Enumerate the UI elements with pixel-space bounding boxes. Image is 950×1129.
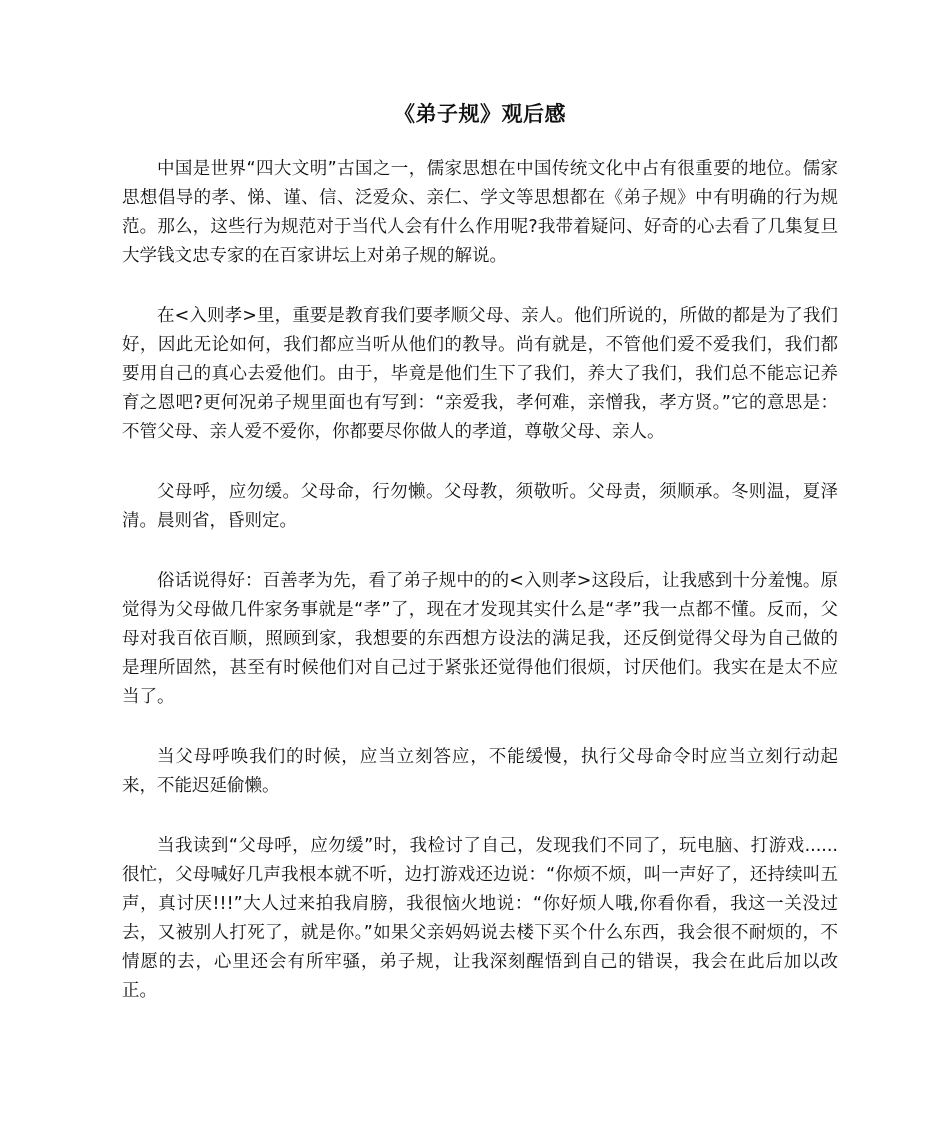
paragraph-6: 当我读到“父母呼，应勿缓”时，我检讨了自己，发现我们不同了，玩电脑、打游戏......很忙，父母喊好几声我根本就不听，边打游戏还边说：“你烦不烦，叫一声好了，还持续叫五声，真讨厌!!!”大人过来拍我肩膀，我很恼火地说：“你好烦人哦,你看你看，我这一关没过去，又被别人打死了，就是你。”如果父亲妈妈说去楼下买个什么东西，我会很不耐烦的，不情愿的去，心里还会有所牢骚，弟子规，让我深刻醒悟到自己的错误，我会在此后加以改正。 <box>122 836 838 1001</box>
document-title: 《弟子规》观后感 <box>394 102 566 126</box>
paragraph-3: 父母呼，应勿缓。父母命，行勿懒。父母教，须敬听。父母责，须顺承。冬则温，夏泽清。晨则省，昏则定。 <box>122 482 838 531</box>
paragraph-1: 中国是世界“四大文明”古国之一，儒家思想在中国传统文化中占有很重要的地位。儒家思想倡导的孝、悌、谨、信、泛爱众、亲仁、学文等思想都在《弟子规》中有明确的行为规范。那么，这些行为规范对于当代人会有什么作用呢?我带着疑问、好奇的心去看了几集复旦大学钱文忠专家的在百家讲坛上对弟子规的解说。 <box>122 159 838 266</box>
paragraph-5: 当父母呼唤我们的时候，应当立刻答应，不能缓慢，执行父母命令时应当立刻行动起来，不能迟延偷懒。 <box>122 747 838 796</box>
paragraph-4: 俗话说得好：百善孝为先，看了弟子规中的的<入则孝>这段后，让我感到十分羞愧。原觉得为父母做几件家务事就是“孝”了，现在才发现其实什么是“孝”我一点都不懂。反而，父母对我百依百顺，照顾到家，我想要的东西想方设法的满足我，还反倒觉得父母为自己做的是理所固然，甚至有时候他们对自己过于紧张还觉得他们很烦，讨厌他们。我实在是太不应当了。 <box>122 571 838 707</box>
paragraph-2: 在<入则孝>里，重要是教育我们要孝顺父母、亲人。他们所说的，所做的都是为了我们好，因此无论如何，我们都应当听从他们的教导。尚有就是，不管他们爱不爱我们，我们都要用自己的真心去爱他们。由于，毕竟是他们生下了我们，养大了我们，我们总不能忘记养育之恩吧?更何况弟子规里面也有写到：“亲爱我，孝何难，亲憎我，孝方贤。”它的意思是：不管父母、亲人爱不爱你，你都要尽你做人的孝道，尊敬父母、亲人。 <box>122 306 838 442</box>
